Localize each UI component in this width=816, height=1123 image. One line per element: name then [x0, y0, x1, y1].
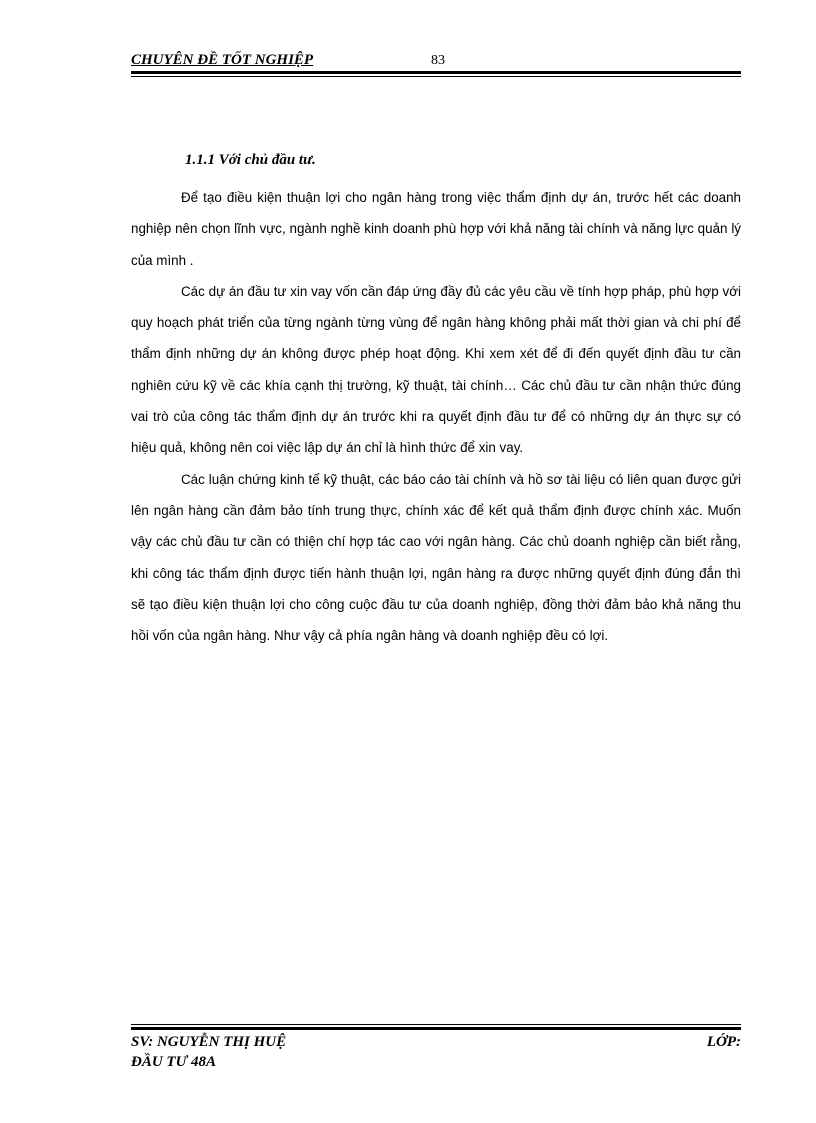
paragraph-3: Các luận chứng kinh tế kỹ thuật, các báo cáo tài chính và hồ sơ tài liệu có liên quan được gửi lên ngân hàng cần đảm bảo tính trung thực, chính xác để kết quả thẩm định được chính xác. Muốn vậy các chủ đầu tư cần có thiện chí hợp tác cao với ngân hàng. Các chủ doanh nghiệp cần biết rằng, khi công tác thẩm định được tiến hành thuận lợi, ngân hàng ra được những quyết định đúng đắn thì sẽ tạo điều kiện thuận lợi cho công cuộc đầu tư của doanh nghiệp, đồng thời đảm bảo khả năng thu hồi vốn của ngân hàng. Như vậy cả phía ngân hàng và doanh nghiệp đều có lợi.: [131, 471, 741, 644]
footer-class-name: ĐẦU TƯ 48A: [131, 1054, 216, 1070]
header-rule-thin: [131, 76, 741, 77]
page-header: [131, 52, 741, 72]
page-footer: [131, 1034, 741, 1074]
footer-class-label: LỚP:: [706, 1034, 741, 1050]
header-title: CHUYÊN ĐỀ TỐT NGHIỆP: [131, 52, 314, 68]
header-rule-thick: [131, 71, 741, 74]
footer-rule-thick: [131, 1027, 741, 1030]
paragraph-2: Các dự án đầu tư xin vay vốn cần đáp ứng đầy đủ các yêu cầu về tính hợp pháp, phù hợp với quy hoạch phát triển của từng ngành từng vùng để ngân hàng không phải mất thời gian và chi phí để thẩm định những dự án không được phép hoạt động. Khi xem xét để đi đến quyết định đầu tư cần nghiên cứu kỹ về các khía cạnh thị trường, kỹ thuật, tài chính… Các chủ đầu tư cần nhận thức đúng vai trò của công tác thẩm định dự án trước khi ra quyết định đầu tư để có những dự án thực sự có hiệu quả, không nên coi việc lập dự án chỉ là hình thức để xin vay.: [131, 283, 741, 456]
paragraph-1: Để tạo điều kiện thuận lợi cho ngân hàng trong việc thẩm định dự án, trước hết các doanh nghiệp nên chọn lĩnh vực, ngành nghề kinh doanh phù hợp với khả năng tài chính và năng lực quản lý của mình .: [131, 190, 741, 268]
footer-student-name: SV: NGUYỄN THỊ HUỆ: [131, 1034, 287, 1050]
footer-rule-thin: [131, 1024, 741, 1025]
section-heading: 1.1.1 Với chủ đầu tư.: [185, 152, 316, 168]
page-number: 83: [431, 53, 445, 68]
document-body: [131, 148, 741, 651]
